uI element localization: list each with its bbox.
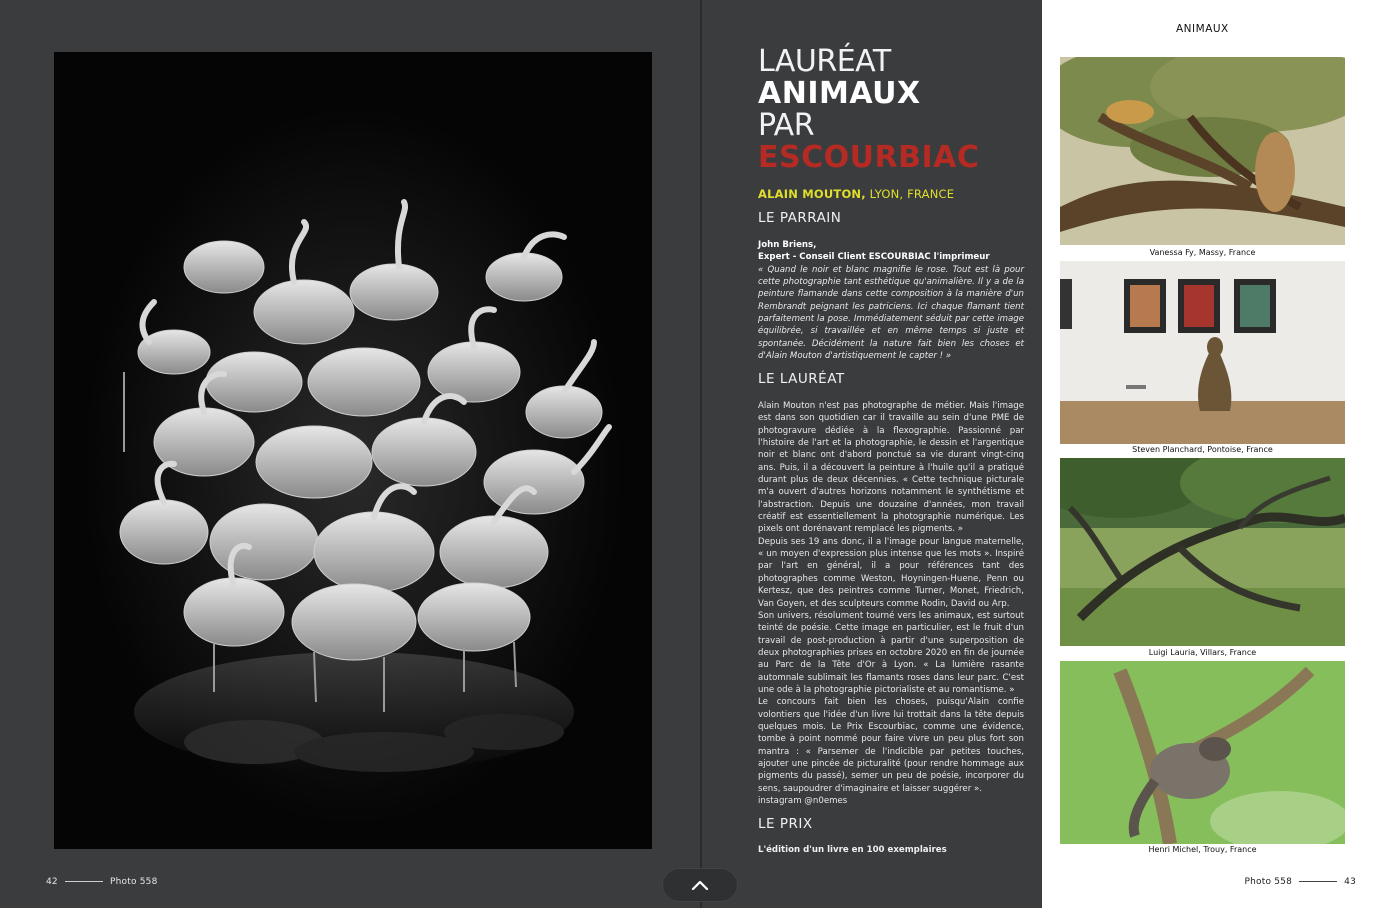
title-line-4: ESCOURBIAC: [758, 140, 980, 175]
heading-prix: LE PRIX: [758, 816, 813, 832]
laureat-paragraph-4: Le concours fait bien les choses, puisqu'Alain confie volontiers que l'idée d'un livre lui trottait dans la tête depuis quelques mois. Le Prix Escourbiac, comme une évidence, tombe à point nommé pour faire vivre un peu plus fort son mantra : « Parsemer de l'indicible par petites touches, ajouter une pincée de picturalité (pour rendre hommage aux pigments du passé), semer un peu de poésie, incorporer du sens, saupoudrer d'imaginaire et laisser suggérer ».: [758, 697, 1024, 794]
article-title: [758, 46, 1038, 174]
winner-name: ALAIN MOUTON,: [758, 187, 866, 201]
title-line-2: ANIMAUX: [758, 76, 921, 111]
photo-tree: [1060, 458, 1345, 646]
sponsor-quote: « Quand le noir et blanc magnifie le rose. Tout est là pour cette photographie tant esthétique qu'animalière. Il y a de la peinture flamande dans cette composition à la manière d'un Rembrandt peignant les patriciens. Ici chaque flamant tient parfaitement la pose. Immédiatement séduit par cette image équilibrée, si travaillée et en même temps si juste et spontanée. Décidément la nature fait bien les choses et d'Alain Mouton d'artistiquement le capter ! »: [758, 264, 1024, 362]
chevron-up-icon: [690, 877, 710, 893]
winner-byline: [758, 187, 954, 201]
photo-gallery-dog: [1060, 261, 1345, 444]
sponsor-role: Expert - Conseil Client ESCOURBIAC l'imprimeur: [758, 252, 990, 263]
folio-rule: [1299, 881, 1337, 882]
prix-text: L'édition d'un livre en 100 exemplaires: [758, 845, 947, 855]
caption-1: Vanessa Fy, Massy, France: [1149, 248, 1256, 257]
photo-leopard: [1060, 57, 1345, 245]
sponsor-name: John Briens,: [758, 240, 817, 250]
laureat-text: [758, 400, 1024, 807]
laureat-paragraph-2: Depuis ses 19 ans donc, il a l'image pour langue maternelle, « un moyen d'expression plus intense que les mots ». Inspiré par l'art en général, il a pour références tant des photographes comme Weston, Hoyningen-Huene, Penn ou Kertesz, que des peintres comme Turner, Monet, Friedrich, Van Goyen, et des sculpteurs comme Rodin, David ou Arp.: [758, 536, 1024, 609]
section-header: ANIMAUX: [1176, 23, 1229, 35]
heading-parrain: LE PARRAIN: [758, 210, 842, 226]
instagram-handle: instagram @n0emes: [758, 796, 848, 806]
laureat-paragraph-1: Alain Mouton n'est pas photographe de métier. Mais l'image est dans son quotidien car il travaille au sein d'une PME de photogravure dédiée à la flexographie. Passionné par l'histoire de l'art et la photographie, le dessin et l'argentique noir et blanc ont d'abord ponctué sa vie durant vingt-cinq ans. Puis, il a découvert la peinture à l'huile qu'il a pratiqué durant plus de deux décennies. « Cette technique picturale m'a ouvert d'autres horizons notamment le synthétisme et l'abstraction. Depuis une douzaine d'années, mon travail créatif est essentiellement la photographie numérique. Les pixels ont dorénavant remplacé les pigments. »: [758, 401, 1024, 535]
left-folio: [46, 877, 158, 887]
scroll-up-button[interactable]: [662, 868, 738, 902]
page-number: 43: [1344, 877, 1356, 887]
caption-3: Luigi Lauria, Villars, France: [1148, 648, 1257, 657]
heading-laureat: LE LAURÉAT: [758, 371, 845, 387]
right-folio: [1245, 877, 1357, 887]
magazine-name: Photo 558: [1244, 877, 1293, 887]
caption-4: Henri Michel, Trouy, France: [1148, 845, 1257, 854]
page-number: 42: [46, 877, 58, 887]
photo-raccoon: [1060, 661, 1345, 844]
folio-rule: [65, 881, 103, 882]
parrain-text: [758, 239, 1024, 362]
winner-location: LYON, FRANCE: [865, 187, 955, 201]
magazine-name: Photo 558: [109, 877, 158, 887]
title-line-1: LAURÉAT: [758, 44, 891, 79]
laureat-paragraph-3: Son univers, résolument tourné vers les animaux, est surtout teinté de poésie. Cette image en particulier, est le fruit d'un travail de post-production à partir d'une superposition de deux photographies prises en octobre 2020 en fin de journée au Parc de la Tête d'Or à Lyon. « La lumière rasante automnale sublimait les flamants roses dans leur parc. C'est une ode à la photographie pictorialiste et au romantisme. »: [758, 610, 1024, 695]
flamingo-photo: [54, 52, 652, 849]
title-line-3: PAR: [758, 108, 815, 143]
caption-2: Steven Planchard, Pontoise, France: [1132, 445, 1273, 454]
